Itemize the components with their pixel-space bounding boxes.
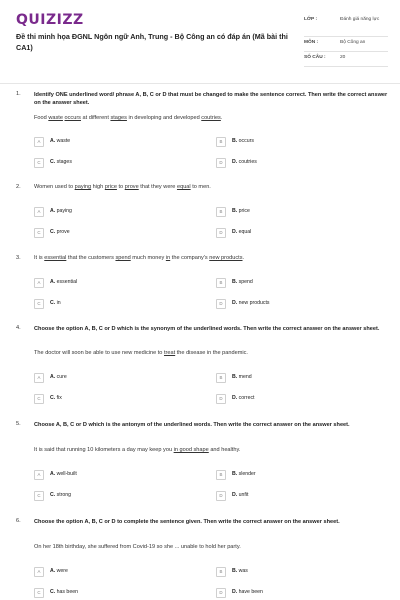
option-key-box: A xyxy=(34,470,44,480)
option-text: A. well-built xyxy=(50,471,77,477)
option-key-box: C xyxy=(34,588,44,598)
meta-value: Đánh giá năng lực xyxy=(340,17,380,22)
option-letter: A. xyxy=(50,279,56,285)
option-letter: B. xyxy=(232,471,238,477)
underlined-phrase: occurs xyxy=(64,115,81,121)
underlined-phrase: price xyxy=(104,184,117,190)
sentence-text: much money xyxy=(130,255,166,261)
question-sentence xyxy=(34,255,244,261)
meta-label: MÔN : xyxy=(304,40,319,45)
option-key-box: B xyxy=(216,373,226,383)
sentence-text: The doctor will soon be able to use new medicine to xyxy=(34,350,164,356)
option-text: C. strong xyxy=(50,492,72,498)
option-key-box: C xyxy=(34,299,44,309)
option-text: C. stages xyxy=(50,159,72,165)
meta-table xyxy=(304,14,388,67)
quizizz-logo[interactable]: QUIZIZZ xyxy=(16,12,84,28)
option-letter: C. xyxy=(50,395,56,401)
underlined-phrase: new products xyxy=(209,255,243,261)
header xyxy=(0,0,400,80)
option-text: C. has been xyxy=(50,589,78,595)
sentence-text: that they were xyxy=(138,184,177,190)
underlined-phrase: essential xyxy=(44,255,67,261)
underlined-phrase: in good shape xyxy=(173,447,209,453)
meta-row-count xyxy=(304,52,388,67)
option-letter: C. xyxy=(50,229,56,235)
underlined-phrase: stages xyxy=(110,115,127,121)
option-letter: B. xyxy=(232,279,238,285)
question-sentence xyxy=(34,447,240,453)
option-key-box: A xyxy=(34,137,44,147)
option-key-box: A xyxy=(34,278,44,288)
option-text: B. spend xyxy=(232,279,253,285)
option-letter: A. xyxy=(50,208,56,214)
question-sentence xyxy=(34,350,248,356)
option-text: C. fix xyxy=(50,395,62,401)
question-number: 1. xyxy=(16,91,21,97)
option-key-box: C xyxy=(34,228,44,238)
question-instruction: Identify ONE underlined word/ phrase A, B, C or D that must be changed to make the sentence correct. Then write the correct answer on the answer sheet. xyxy=(34,92,388,106)
underlined-phrase: prove xyxy=(124,184,139,190)
meta-row-class xyxy=(304,14,388,37)
option-text: A. essential xyxy=(50,279,78,285)
meta-value: 20 xyxy=(340,55,346,60)
document-title: Đề thi minh họa ĐGNL Ngôn ngữ Anh, Trung - Bộ Công an có đáp án (Mã bài thi CA1) xyxy=(16,32,288,52)
question-sentence xyxy=(34,115,222,121)
sentence-text: that the customers xyxy=(66,255,116,261)
option-text: C. in xyxy=(50,300,61,306)
option-text: D. correct xyxy=(232,395,255,401)
sentence-text: On her 18th birthday, she suffered from Covid-19 so she ... unable to hold her party. xyxy=(34,544,241,550)
option-key-box: C xyxy=(34,158,44,168)
option-text: D. equal xyxy=(232,229,252,235)
option-text: B. was xyxy=(232,568,248,574)
option-letter: D. xyxy=(232,589,238,595)
option-text: D. have been xyxy=(232,589,263,595)
option-key-box: D xyxy=(216,491,226,501)
option-letter: D. xyxy=(232,395,238,401)
option-key-box: A xyxy=(34,373,44,383)
option-letter: D. xyxy=(232,159,238,165)
option-text: A. paying xyxy=(50,208,72,214)
question-number: 5. xyxy=(16,421,21,427)
question-sentence xyxy=(34,184,211,190)
question-instruction: Choose the option A, B, C or D which is the synonym of the underlined words. Then write the correct answer on the answer sheet. xyxy=(34,326,380,332)
option-text: C. prove xyxy=(50,229,70,235)
question-number: 6. xyxy=(16,518,21,524)
option-key-box: D xyxy=(216,588,226,598)
sentence-text: to xyxy=(116,184,125,190)
option-letter: A. xyxy=(50,374,56,380)
sentence-text: the company's xyxy=(170,255,210,261)
option-letter: A. xyxy=(50,138,56,144)
question-instruction: Choose A, B, C or D which is the antonym of the underlined words. Then write the correct answer on the answer sheet. xyxy=(34,422,350,428)
option-key-box: B xyxy=(216,470,226,480)
option-key-box: B xyxy=(216,207,226,217)
sentence-text: Women used to xyxy=(34,184,75,190)
meta-value: Bộ Công an xyxy=(340,40,366,45)
meta-row-subject xyxy=(304,37,388,52)
option-key-box: B xyxy=(216,567,226,577)
option-text: B. occurs xyxy=(232,138,254,144)
option-letter: C. xyxy=(50,300,56,306)
option-text: D. coutries xyxy=(232,159,257,165)
sentence-text: It is said that running 10 kilometers a day may keep you xyxy=(34,447,174,453)
underlined-phrase: waste xyxy=(48,115,63,121)
option-letter: A. xyxy=(50,568,56,574)
option-key-box: A xyxy=(34,567,44,577)
option-key-box: D xyxy=(216,299,226,309)
sentence-text: Food xyxy=(34,115,49,121)
header-divider xyxy=(0,83,400,84)
option-letter: C. xyxy=(50,492,56,498)
sentence-text: . xyxy=(220,115,223,121)
sentence-text: . xyxy=(242,255,245,261)
option-key-box: D xyxy=(216,158,226,168)
option-letter: B. xyxy=(232,208,238,214)
option-letter: C. xyxy=(50,589,56,595)
option-text: A. cure xyxy=(50,374,67,380)
underlined-phrase: treat xyxy=(163,350,176,356)
sentence-text: It is xyxy=(34,255,45,261)
option-key-box: C xyxy=(34,394,44,404)
underlined-phrase: in xyxy=(165,255,171,261)
question-instruction: Choose the option A, B, C or D to complete the sentence given. Then write the correct answer on the answer sheet. xyxy=(34,519,340,525)
option-letter: D. xyxy=(232,229,238,235)
option-key-box: B xyxy=(216,278,226,288)
option-key-box: B xyxy=(216,137,226,147)
question-sentence xyxy=(34,544,241,550)
option-text: B. price xyxy=(232,208,250,214)
underlined-phrase: equal xyxy=(176,184,191,190)
option-letter: B. xyxy=(232,138,238,144)
question-number: 4. xyxy=(16,325,21,331)
underlined-phrase: coutries xyxy=(201,115,221,121)
sentence-text: high xyxy=(91,184,105,190)
option-text: A. were xyxy=(50,568,68,574)
underlined-phrase: spend xyxy=(115,255,131,261)
underlined-phrase: paying xyxy=(74,184,92,190)
meta-label: LỚP : xyxy=(304,17,318,22)
option-key-box: D xyxy=(216,228,226,238)
option-key-box: D xyxy=(216,394,226,404)
sentence-text: the disease in the pandemic. xyxy=(175,350,248,356)
option-letter: D. xyxy=(232,492,238,498)
option-letter: D. xyxy=(232,300,238,306)
option-key-box: A xyxy=(34,207,44,217)
option-letter: C. xyxy=(50,159,56,165)
option-text: A. waste xyxy=(50,138,71,144)
sentence-text: at different xyxy=(80,115,111,121)
option-key-box: C xyxy=(34,491,44,501)
option-text: D. unfit xyxy=(232,492,249,498)
option-letter: B. xyxy=(232,374,238,380)
sentence-text: and healthy. xyxy=(208,447,241,453)
meta-label: SỐ CÂU : xyxy=(304,55,326,60)
question-number: 2. xyxy=(16,184,21,190)
option-letter: B. xyxy=(232,568,238,574)
option-text: B. mend xyxy=(232,374,252,380)
option-text: D. new products xyxy=(232,300,270,306)
sentence-text: in developing and developed xyxy=(126,115,202,121)
option-text: B. slender xyxy=(232,471,256,477)
question-number: 3. xyxy=(16,255,21,261)
sentence-text: to men. xyxy=(190,184,211,190)
option-letter: A. xyxy=(50,471,56,477)
